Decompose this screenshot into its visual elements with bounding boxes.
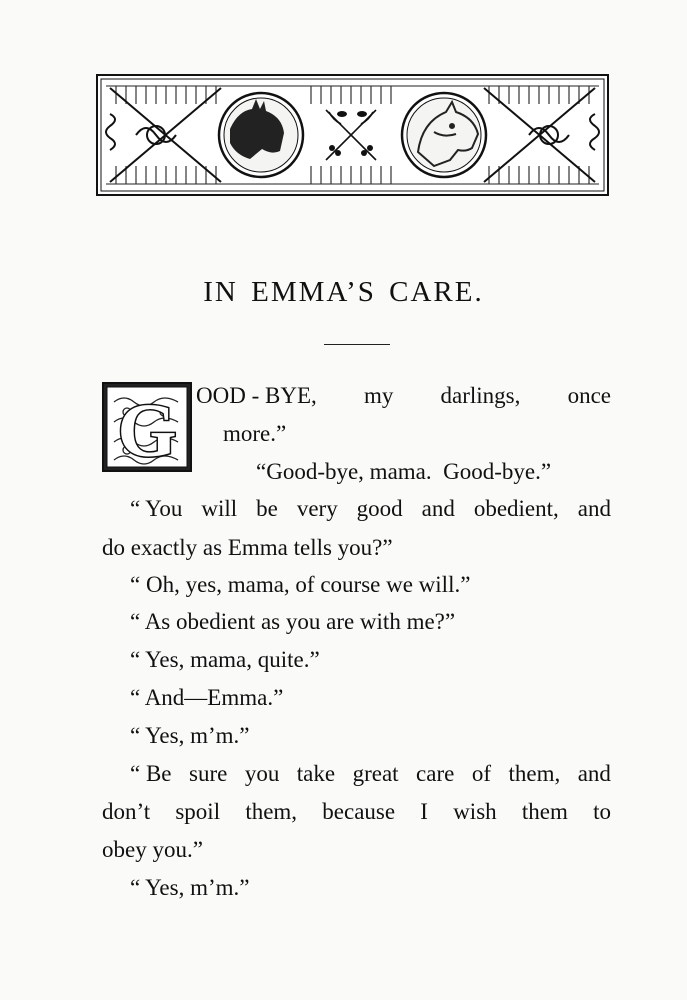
word: them,	[245, 799, 298, 824]
paragraph-5: “ As obedient as you are with me?”	[130, 609, 456, 634]
paragraph-1-line-2: more.”	[223, 421, 287, 446]
word: OOD - BYE,	[196, 383, 317, 408]
word: and	[577, 496, 611, 521]
word: good	[356, 496, 403, 521]
ornament-band-illustration	[96, 74, 609, 196]
word: them,	[508, 761, 561, 786]
word: take	[296, 761, 336, 786]
word: wish	[453, 799, 497, 824]
word: care	[416, 761, 455, 786]
paragraph-1-line-1	[196, 384, 611, 407]
paragraph-2: “Good-bye, mama. Good-bye.”	[256, 459, 552, 484]
paragraph-3-line-2: do exactly as Emma tells you?”	[102, 535, 393, 560]
header-ornament	[96, 74, 609, 196]
dropcap-letter: G	[117, 389, 177, 472]
word: sure	[189, 761, 228, 786]
word: you	[244, 761, 280, 786]
word: spoil	[175, 799, 221, 824]
word: great	[352, 761, 399, 786]
paragraph-9-line-2	[102, 800, 611, 823]
word: because	[322, 799, 396, 824]
word: once	[567, 383, 611, 408]
word: “ Be	[130, 761, 172, 786]
word: I	[420, 799, 428, 824]
word: my	[363, 383, 394, 408]
word: of	[471, 761, 491, 786]
word: darlings,	[440, 383, 521, 408]
paragraph-6: “ Yes, mama, quite.”	[130, 647, 320, 672]
word: very	[296, 496, 338, 521]
dropcap-illustration	[102, 382, 192, 472]
dropcap-initial	[102, 382, 192, 472]
word: will	[201, 496, 238, 521]
word: obedient,	[473, 496, 559, 521]
word: them	[521, 799, 568, 824]
word: and	[421, 496, 455, 521]
paragraph-4: “ Oh, yes, mama, of course we will.”	[130, 572, 471, 597]
paragraph-9-line-3: obey you.”	[102, 837, 203, 862]
word: and	[577, 761, 611, 786]
paragraph-9-line-1	[130, 762, 611, 785]
paragraph-8: “ Yes, m’m.”	[130, 723, 250, 748]
word: to	[593, 799, 611, 824]
paragraph-3-line-1	[130, 497, 611, 520]
paragraph-10: “ Yes, m’m.”	[130, 875, 250, 900]
word: “ You	[130, 496, 183, 521]
paragraph-7: “ And—Emma.”	[130, 685, 284, 710]
word: be	[256, 496, 278, 521]
chapter-title: IN EMMA’S CARE.	[203, 276, 484, 308]
title-rule-divider	[324, 344, 390, 345]
word: don’t	[102, 799, 151, 824]
